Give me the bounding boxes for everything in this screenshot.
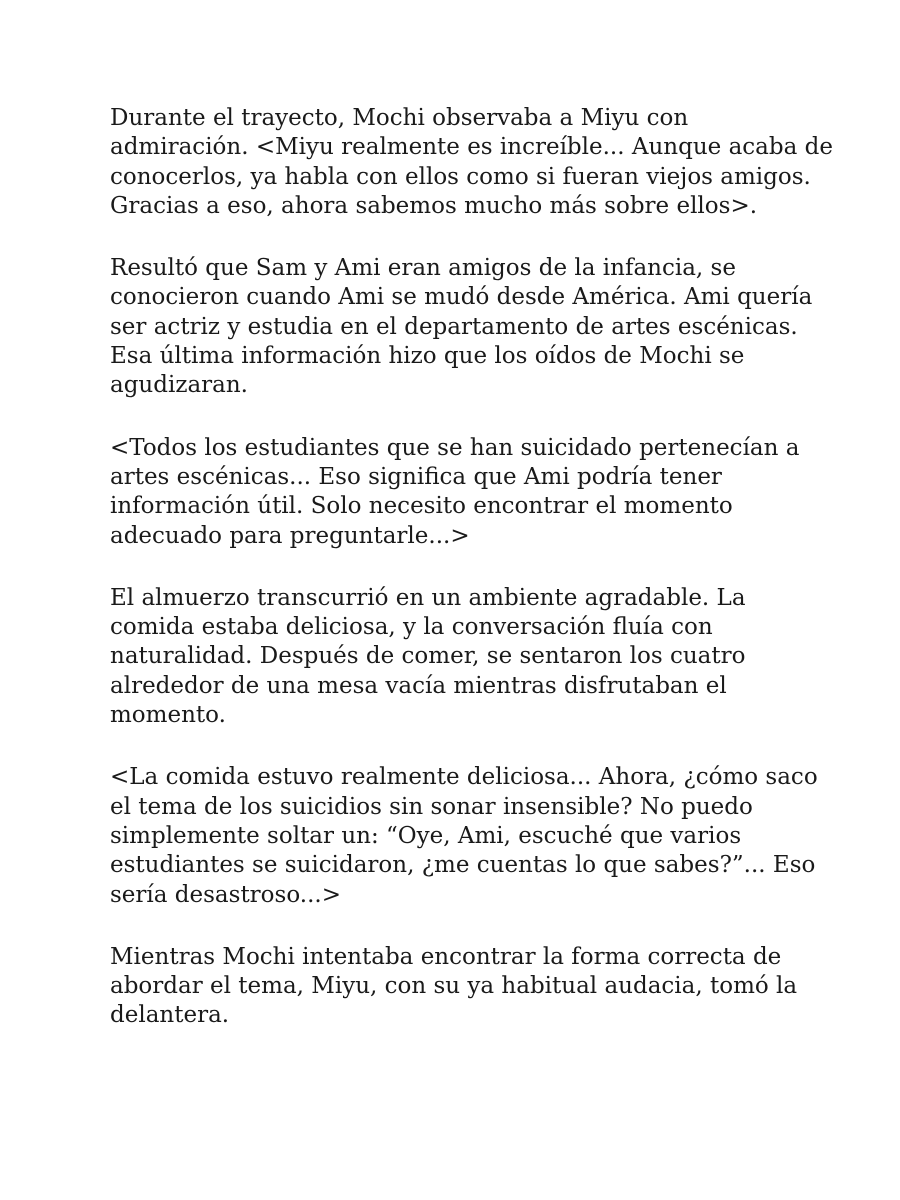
text-line: estudiantes se suicidaron, ¿me cuentas lo que sabes?”... Eso xyxy=(110,852,816,879)
text-line: comida estaba deliciosa, y la conversación fluía con xyxy=(110,614,713,641)
text-line: Gracias a eso, ahora sabemos mucho más sobre ellos>. xyxy=(110,192,758,219)
paragraph xyxy=(110,104,833,221)
text-line: El almuerzo transcurrió en un ambiente agradable. La xyxy=(110,584,746,611)
text-line: Durante el trayecto, Mochi observaba a Miyu con xyxy=(110,105,689,131)
text-line: simplemente soltar un: “Oye, Ami, escuché que varios xyxy=(110,822,742,849)
text-line: adecuado para preguntarle...> xyxy=(110,522,470,549)
paragraph xyxy=(110,254,813,400)
text-line: <Todos los estudiantes que se han suicidado pertenecían a xyxy=(110,434,800,461)
text-line: <La comida estuvo realmente deliciosa... Ahora, ¿cómo saco xyxy=(110,764,818,791)
text-line: Esa última información hizo que los oídos de Mochi se xyxy=(110,343,745,370)
text-line: momento. xyxy=(110,702,226,729)
paragraph xyxy=(110,584,800,730)
text-line: naturalidad. Después de comer, se sentaron los cuatro xyxy=(110,643,746,670)
text-line: alrededor de una mesa vacía mientras disfrutaban el xyxy=(110,672,727,699)
text-line: admiración. <Miyu realmente es increíble... Aunque acaba de xyxy=(110,134,833,161)
paragraph xyxy=(110,943,800,1031)
paragraph xyxy=(110,434,800,551)
text-line: información útil. Solo necesito encontrar el momento xyxy=(110,493,733,520)
text-line: conocerlos, ya habla con ellos como si fueran viejos amigos. xyxy=(110,163,811,190)
text-line: delantera. xyxy=(110,1002,230,1029)
text-line: ser actriz y estudia en el departamento de artes escénicas. xyxy=(110,313,798,340)
text-line: agudizaran. xyxy=(110,372,248,399)
text-line: artes escénicas... Eso significa que Ami podría tener xyxy=(110,463,722,490)
text-line: Resultó que Sam y Ami eran amigos de la infancia, se xyxy=(110,255,736,282)
paragraph xyxy=(110,763,818,909)
text-line: el tema de los suicidios sin sonar insensible? No puedo xyxy=(110,793,753,820)
text-line: sería desastroso...> xyxy=(110,881,341,908)
text-line: abordar el tema, Miyu, con su ya habitual audacia, tomó la xyxy=(110,973,798,1000)
text-line: Mientras Mochi intentaba encontrar la forma correcta de xyxy=(110,943,782,970)
text-line: conocieron cuando Ami se mudó desde América. Ami quería xyxy=(110,284,813,311)
